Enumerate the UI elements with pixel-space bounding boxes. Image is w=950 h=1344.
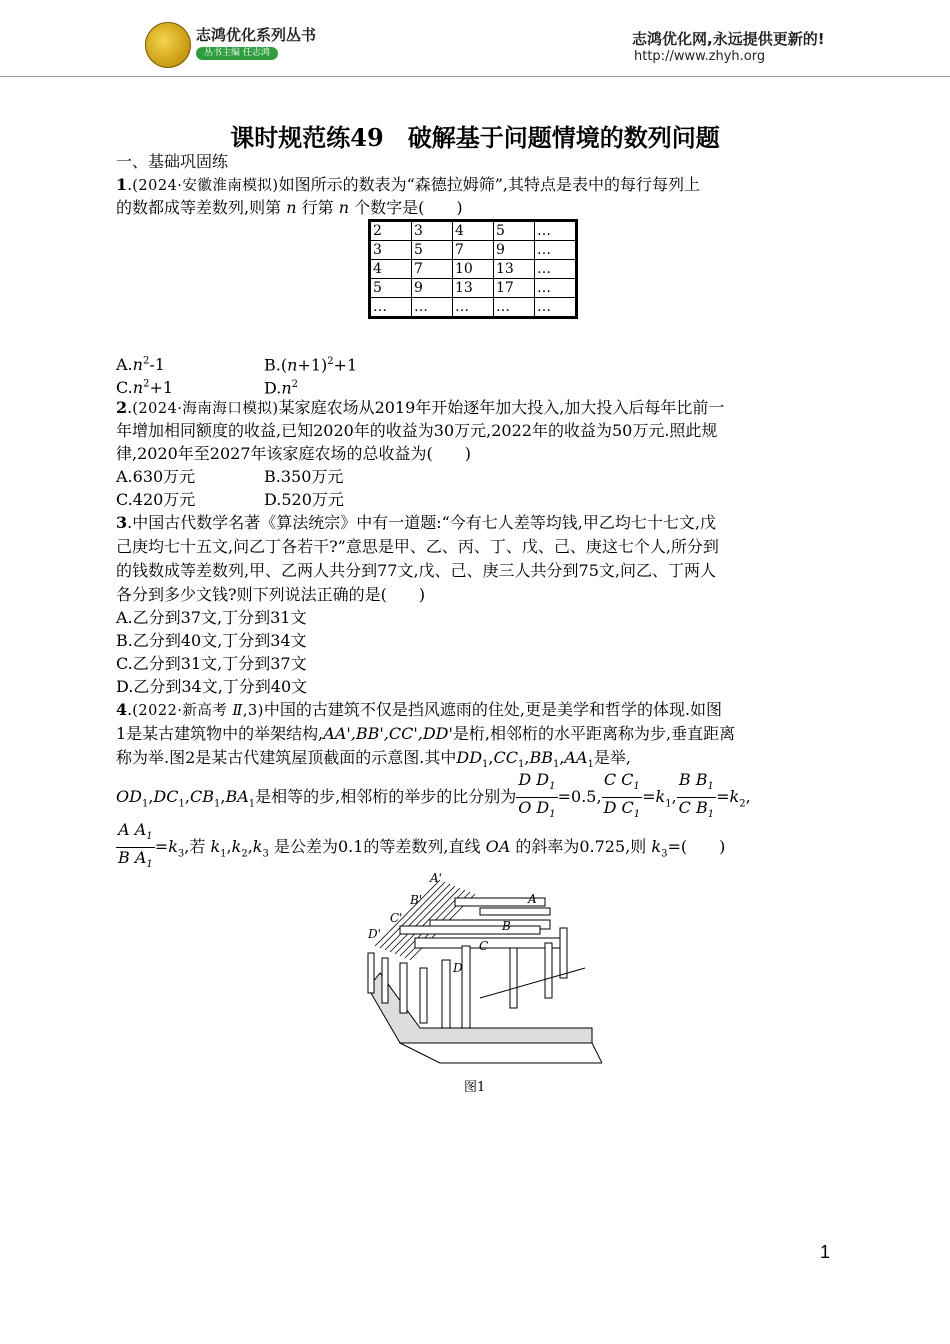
- q4-line4: $OD_1,DC_1,CB_1,BA_1$是相等的步,相邻桁的举步的比分别为 $\frac{D D_1}{O D_1}$ =0.5, $\frac{C C_1}{D C_1}$ $=k_1$, $\frac{B B_1}{C B_1}$ $=k_2$,: [116, 770, 751, 827]
- q3-number: 3: [116, 513, 128, 532]
- table-cell: …: [535, 298, 577, 318]
- table-cell: …: [535, 221, 577, 241]
- table-cell: 13: [453, 279, 494, 298]
- table-cell: …: [412, 298, 453, 318]
- sundaram-table: [368, 219, 578, 319]
- table-cell: …: [535, 241, 577, 260]
- q1-source: (2024·安徽淮南模拟): [132, 178, 279, 194]
- table-cell: 5: [370, 279, 412, 298]
- q3-option-b[interactable]: B.乙分到40文,丁分到34文: [116, 631, 307, 650]
- q4-line2: 1是某古建筑物中的举架结构,AA',BB',CC',DD'是桁,相邻桁的水平距离称为步,垂直距离: [116, 724, 736, 743]
- q4-line1: 4.(2022·新高考 Ⅱ,3)中国的古建筑不仅是挡风遮雨的住处,更是美学和哲学的体现.如图: [116, 700, 723, 719]
- q1-line1: 1.(2024·安徽淮南模拟)如图所示的数表为“森德拉姆筛”,其特点是表中的每行每列上: [116, 175, 701, 194]
- ratio-cc1-dc1: $\frac{C C_1}{D C_1}$: [603, 770, 641, 821]
- q1-options-row1: [116, 352, 358, 375]
- series-name: 志鸿优化系列丛书: [196, 26, 317, 44]
- slogan: 志鸿优化网,永远提供更新的!: [632, 30, 825, 48]
- q2-line2: 年增加相同额度的收益,已知2020年的收益为30万元,2022年的收益为50万元.照此规: [116, 421, 718, 440]
- table-cell: 5: [494, 221, 535, 241]
- q4-line3: 称为举.图2是某古代建筑屋顶截面的示意图.其中$DD_1,CC_1,BB_1,AA_1$是举,: [116, 748, 631, 771]
- q3-option-d[interactable]: D.乙分到34文,丁分到40文: [116, 677, 308, 696]
- q1-option-a[interactable]: $A.n^2-1$: [116, 355, 165, 375]
- q4-source: (2022·新高考 Ⅱ,3): [132, 703, 264, 719]
- q4-number: 4: [116, 700, 128, 719]
- q3-option-c[interactable]: C.乙分到31文,丁分到37文: [116, 654, 307, 673]
- table-cell: 9: [412, 279, 453, 298]
- ratio-bb1-cb1: $\frac{B B_1}{C B_1}$: [678, 770, 715, 821]
- q3-line1: 3.中国古代数学名著《算法统宗》中有一道题:“今有七人差等均钱,甲乙均七十七文,戊: [116, 513, 716, 532]
- label-b: B: [502, 919, 511, 933]
- q3-line4: 各分到多少文钱?则下列说法正确的是( ): [116, 585, 426, 604]
- table-cell: 17: [494, 279, 535, 298]
- q2-option-c[interactable]: C.420万元: [116, 490, 196, 509]
- q2-option-d[interactable]: D.520万元: [264, 490, 344, 509]
- figure-1-caption: 图1: [464, 1080, 486, 1095]
- q2-source: (2024·海南海口模拟): [132, 401, 279, 417]
- q4-line5: $\frac{A A_1}{B A_1}$ $=k_3$,若 $k_1,k_2,k_3$ 是公差为0.1的等差数列,直线 OA 的斜率为0.725,则 $k_3=$( ): [116, 820, 725, 877]
- label-d-prime: D': [368, 927, 381, 941]
- table-cell: …: [494, 298, 535, 318]
- table-cell: …: [453, 298, 494, 318]
- q2-line1: 2.(2024·海南海口模拟)某家庭农场从2019年开始逐年加大投入,加大投入后每年比前一: [116, 398, 725, 417]
- table-row: [370, 279, 577, 298]
- table-row: [370, 221, 577, 241]
- figure-1-architecture: [360, 868, 602, 1068]
- q3-line2: 己庚均七十五文,问乙丁各若干?”意思是甲、乙、丙、丁、戊、己、庚这七个人,所分到: [116, 537, 719, 556]
- q1-option-d[interactable]: $D.n^2$: [264, 378, 299, 398]
- q3-line3: 的钱数成等差数列,甲、乙两人共分到77文,戊、己、庚三人共分到75文,问乙、丁两人: [116, 561, 716, 580]
- table-cell: 3: [370, 241, 412, 260]
- q3-option-a[interactable]: A.乙分到37文,丁分到31文: [116, 608, 307, 627]
- label-d: D: [453, 961, 463, 975]
- table-row: [370, 241, 577, 260]
- table-cell: 4: [370, 260, 412, 279]
- label-a: A: [528, 892, 537, 906]
- series-logo: [145, 22, 191, 68]
- table-cell: …: [535, 260, 577, 279]
- site-url[interactable]: http://www.zhyh.org: [634, 49, 766, 64]
- label-a-prime: A': [430, 871, 442, 885]
- table-cell: 4: [453, 221, 494, 241]
- table-cell: 2: [370, 221, 412, 241]
- table-row: [370, 298, 577, 318]
- q1-line2: 的数都成等差数列,则第 n 行第 n 个数字是( ): [116, 198, 463, 217]
- page-title: 课时规范练49 破解基于问题情境的数列问题: [230, 123, 720, 152]
- table-cell: 3: [412, 221, 453, 241]
- ratio-dd1-od1: $\frac{D D_1}{O D_1}$: [518, 770, 556, 821]
- q2-line3: 律,2020年至2027年该家庭农场的总收益为( ): [116, 444, 472, 463]
- label-c: C: [479, 939, 489, 953]
- q1-option-b[interactable]: $B.(n+1)^2+1$: [264, 355, 358, 375]
- table-cell: …: [535, 279, 577, 298]
- table-cell: 10: [453, 260, 494, 279]
- table-cell: …: [370, 298, 412, 318]
- q1-number: 1: [116, 175, 128, 194]
- q2-option-a[interactable]: A.630万元: [116, 467, 196, 486]
- q2-number: 2: [116, 398, 128, 417]
- section-heading: 一、基础巩固练: [116, 152, 229, 171]
- table-cell: 7: [453, 241, 494, 260]
- q1-option-c[interactable]: $C.n^2+1$: [116, 378, 174, 398]
- table-row: [370, 260, 577, 279]
- table-cell: 5: [412, 241, 453, 260]
- table-cell: 7: [412, 260, 453, 279]
- q2-option-b[interactable]: B.350万元: [264, 467, 344, 486]
- q1-options-row2: [116, 375, 299, 398]
- label-b-prime: B': [410, 893, 423, 907]
- page-number: 1: [820, 1242, 831, 1262]
- table-cell: 13: [494, 260, 535, 279]
- label-c-prime: C': [390, 911, 403, 925]
- table-cell: 9: [494, 241, 535, 260]
- header-divider: [0, 76, 950, 77]
- ratio-aa1-ba1: $\frac{A A_1}{B A_1}$: [118, 820, 153, 871]
- editor-tag: 丛书主编 任志鸿: [196, 47, 278, 60]
